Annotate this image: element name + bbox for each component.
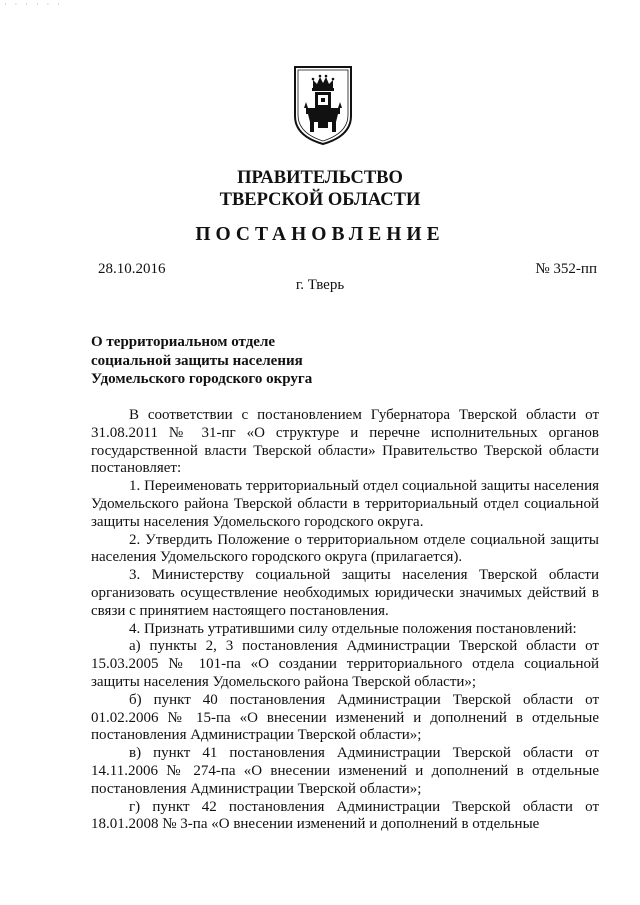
subclause-paragraph: в) пункт 41 постановления Администрации Тверской области от 14.11.2006 № 274-па «О внесении изменений и дополнений в отдельные постановления Администрации Тверской области»; — [91, 745, 599, 797]
subclause-paragraph: б) пункт 40 постановления Администрации Тверской области от 01.02.2006 № 15-па «О внесении изменений и дополнений в отдельные постановления Администрации Тверской области»; — [91, 691, 599, 744]
org-name-line-1: ПРАВИТЕЛЬСТВО — [237, 168, 403, 188]
tver-coat-of-arms-icon — [292, 64, 354, 146]
subclause-paragraph: а) пункты 2, 3 постановления Администрации Тверской области от 15.03.2005 № 101-па «О создании территориального отдела социальной защиты населения Удомельского района Тверской области»; — [91, 638, 599, 690]
subclause-paragraph: г) пункт 42 постановления Администрации Тверской области от 18.01.2008 № 3-па «О внесении изменений и дополнений в отдельные — [91, 798, 599, 833]
scan-corner-mark: · · · · · · — [4, 0, 63, 9]
subject-line: социальной защиты населения — [91, 352, 303, 369]
preamble-paragraph: В соответствии с постановлением Губернатора Тверской области от 31.08.2011 № 31-пг «О структуре и перечне исполнительных органов государственной власти Тверской области» Правительство Тверской области постановляет: — [91, 407, 599, 477]
document-type: ПОСТАНОВЛЕНИЕ — [195, 224, 445, 245]
clause-paragraph: 1. Переименовать территориальный отдел социальной защиты населения Удомельского района Тверской области в территориальный отдел социальной защиты населения Удомельского городского округа. — [91, 478, 599, 530]
subject-line: Удомельского городского округа — [91, 371, 313, 387]
org-name-line-2: ТВЕРСКОЙ ОБЛАСТИ — [219, 190, 421, 210]
subject-line: О территориальном отделе — [91, 334, 276, 350]
clause-paragraph: 3. Министерству социальной защиты населения Тверской области организовать осуществление необходимых юридически значимых действий в связи с принятием настоящего постановления. — [91, 567, 599, 619]
document-number: № 352-пп — [535, 261, 597, 277]
clause-paragraph: 2. Утвердить Положение о территориальном отделе социальной защиты населения Удомельского городского округа (прилагается). — [91, 531, 599, 566]
document-city: г. Тверь — [295, 277, 345, 293]
document-body — [91, 407, 599, 834]
document-date: 28.10.2016 — [98, 261, 166, 277]
document-subject — [91, 333, 312, 389]
clause-paragraph: 4. Признать утратившими силу отдельные положения постановлений: — [129, 620, 577, 637]
